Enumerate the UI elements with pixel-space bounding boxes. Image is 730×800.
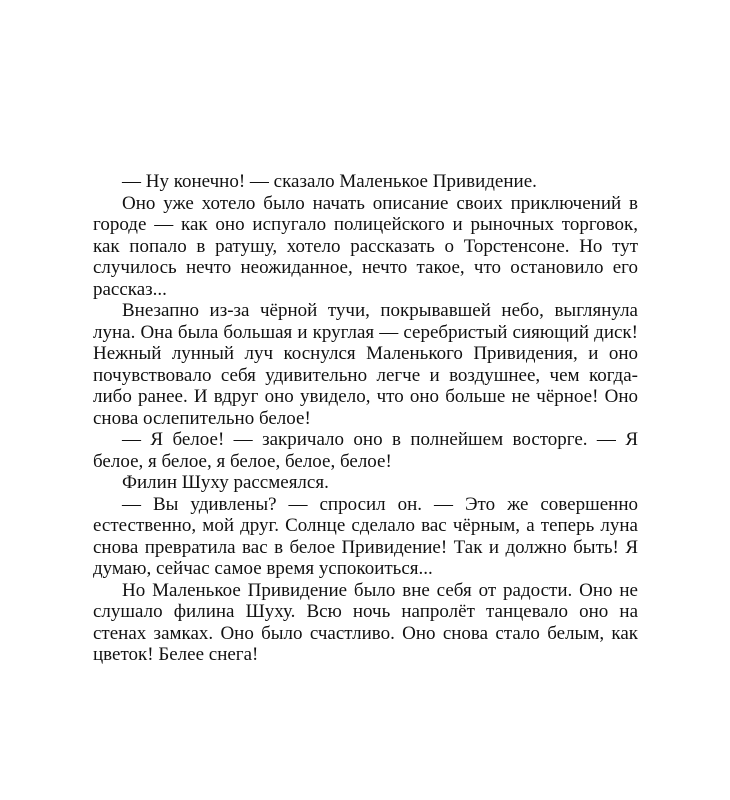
paragraph-6: — Вы удивлены? — спросил он. — Это же совершенно естественно, мой друг. Солнце сделало вас чёрным, а теперь луна снова превратила вас в белое Привидение! Так и должно быть! Я думаю, сейчас самое время успокоиться...	[93, 493, 638, 579]
story-text	[93, 171, 638, 666]
paragraph-2: Оно уже хотело было начать описание своих приключений в городе — как оно испугало полицейского и рыночных торговок, как попало в ратушу, хотело рассказать о Торстенсоне. Но тут случилось нечто неожиданное, нечто такое, что остановило его рассказ...	[93, 192, 638, 300]
paragraph-7: Но Маленькое Привидение было вне себя от радости. Оно не слушало филина Шуху. Всю ночь напролёт танцевало оно на стенах замках. Оно было счастливо. Оно снова стало белым, как цветок! Белее снега!	[93, 579, 638, 665]
paragraph-5: Филин Шуху рассмеялся.	[122, 472, 329, 493]
paragraph-4: — Я белое! — закричало оно в полнейшем восторге. — Я белое, я белое, я белое, белое, белое!	[93, 429, 638, 472]
paragraph-1: — Ну конечно! — сказало Маленькое Привидение.	[122, 171, 537, 192]
paragraph-3: Внезапно из-за чёрной тучи, покрывавшей небо, выглянула луна. Она была большая и круглая — серебристый сияющий диск! Нежный лунный луч коснулся Маленького Привидения, и оно почувствовало себя удивительно легче и воздушнее, чем когда-либо ранее. И вдруг оно увидело, что оно больше не чёрное! Оно снова ослепительно белое!	[93, 300, 638, 429]
